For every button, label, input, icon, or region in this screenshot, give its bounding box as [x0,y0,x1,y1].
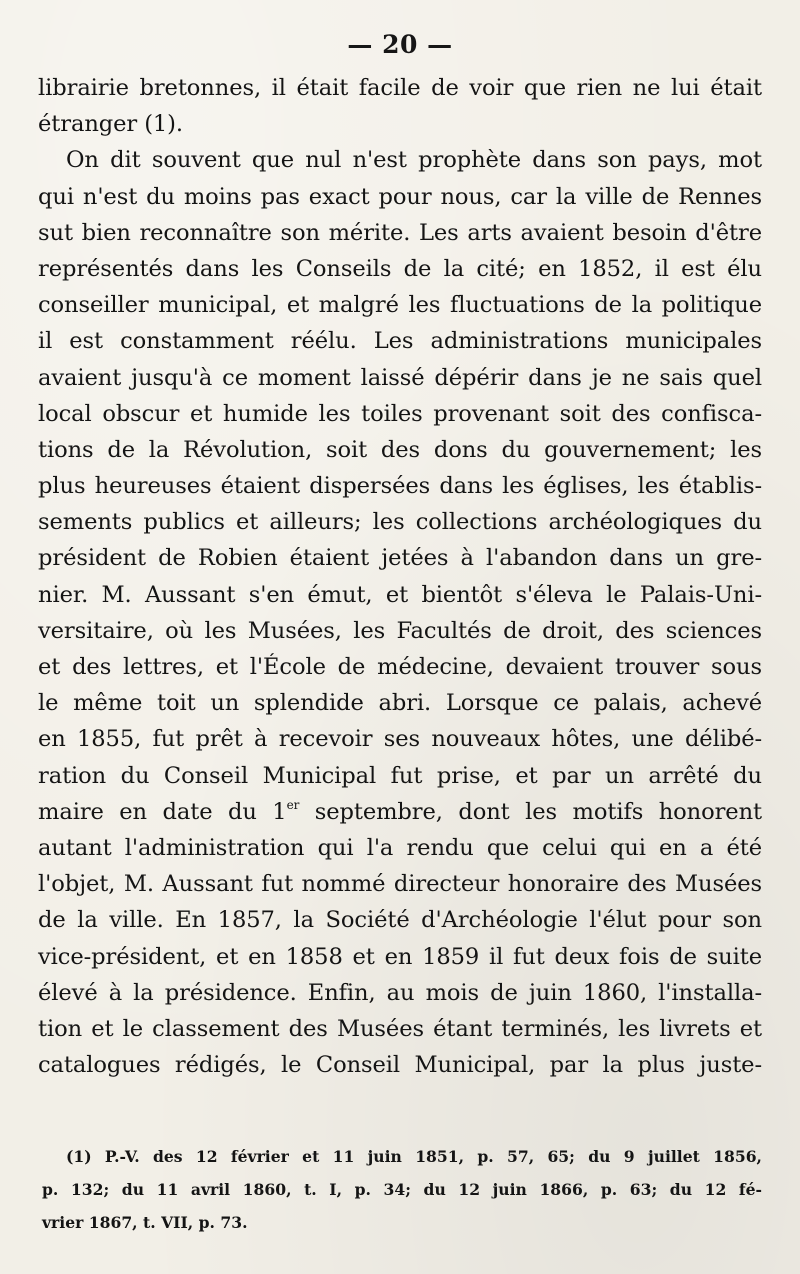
text-line: sut bien reconnaître son mérite. Les arts avaient besoin d'être [38,219,762,246]
text-line: nier. M. Aussant s'en émut, et bientôt s'éleva le Palais-Uni- [38,581,762,608]
text-line: autant l'administration qui l'a rendu que celui qui en a été [38,834,762,861]
text-line: sements publics et ailleurs; les collections archéologiques du [38,509,762,536]
text-line: il est constamment réélu. Les administrations municipales [38,328,762,355]
footnote-line: vrier 1867, t. VII, p. 73. [42,1213,248,1232]
text-line: tion et le classement des Musées étant terminés, les livrets et [38,1015,762,1042]
main-text-block [38,70,762,1083]
text-line: vice-président, et en 1858 et en 1859 il fut deux fois de suite [38,943,762,970]
text-fragment: maire en date du 1 [38,798,287,825]
text-line: élevé à la présidence. Enfin, au mois de juin 1860, l'installa- [38,979,762,1006]
text-line: étranger (1). [38,111,183,138]
text-line: ration du Conseil Municipal fut prise, et par un arrêté du [38,762,762,789]
ordinal-superscript: er [286,797,300,812]
text-line: représentés dans les Conseils de la cité; en 1852, il est élu [38,255,762,282]
footnote-block [42,1140,762,1239]
text-line: l'objet, M. Aussant fut nommé directeur honoraire des Musées [38,871,762,898]
text-line: librairie bretonnes, il était facile de voir que rien ne lui était [38,75,762,101]
text-line: catalogues rédigés, le Conseil Municipal, par la plus juste- [38,1052,762,1079]
text-line: qui n'est du moins pas exact pour nous, car la ville de Rennes [38,183,762,210]
text-line: On dit souvent que nul n'est prophète dans son pays, mot [66,147,762,174]
text-line: local obscur et humide les toiles provenant soit des confisca- [38,400,762,427]
text-line: président de Robien étaient jetées à l'abandon dans un gre- [38,545,762,572]
text-line: de la ville. En 1857, la Société d'Archéologie l'élut pour son [38,907,762,934]
footnote-line: (1) P.-V. des 12 février et 11 juin 1851, p. 57, 65; du 9 juillet 1856, [66,1147,762,1166]
text-line: plus heureuses étaient dispersées dans les églises, les établis- [38,473,762,500]
text-line: tions de la Révolution, soit des dons du gouvernement; les [38,436,762,463]
text-line: en 1855, fut prêt à recevoir ses nouveaux hôtes, une délibé- [38,726,762,753]
text-line: le même toit un splendide abri. Lorsque ce palais, achevé [38,690,762,717]
page-number: — 20 — [347,30,453,59]
text-line-with-superscript [38,794,762,830]
footnote-line: p. 132; du 11 avril 1860, t. I, p. 34; du 12 juin 1866, p. 63; du 12 fé- [42,1180,762,1199]
text-line: versitaire, où les Musées, les Facultés de droit, des sciences [38,617,762,644]
text-line: avaient jusqu'à ce moment laissé dépérir dans je ne sais quel [38,364,762,391]
text-line: et des lettres, et l'École de médecine, devaient trouver sous [38,654,762,680]
text-line: conseiller municipal, et malgré les fluctuations de la politique [38,292,762,319]
text-fragment: septembre, dont les motifs honorent [299,798,763,825]
